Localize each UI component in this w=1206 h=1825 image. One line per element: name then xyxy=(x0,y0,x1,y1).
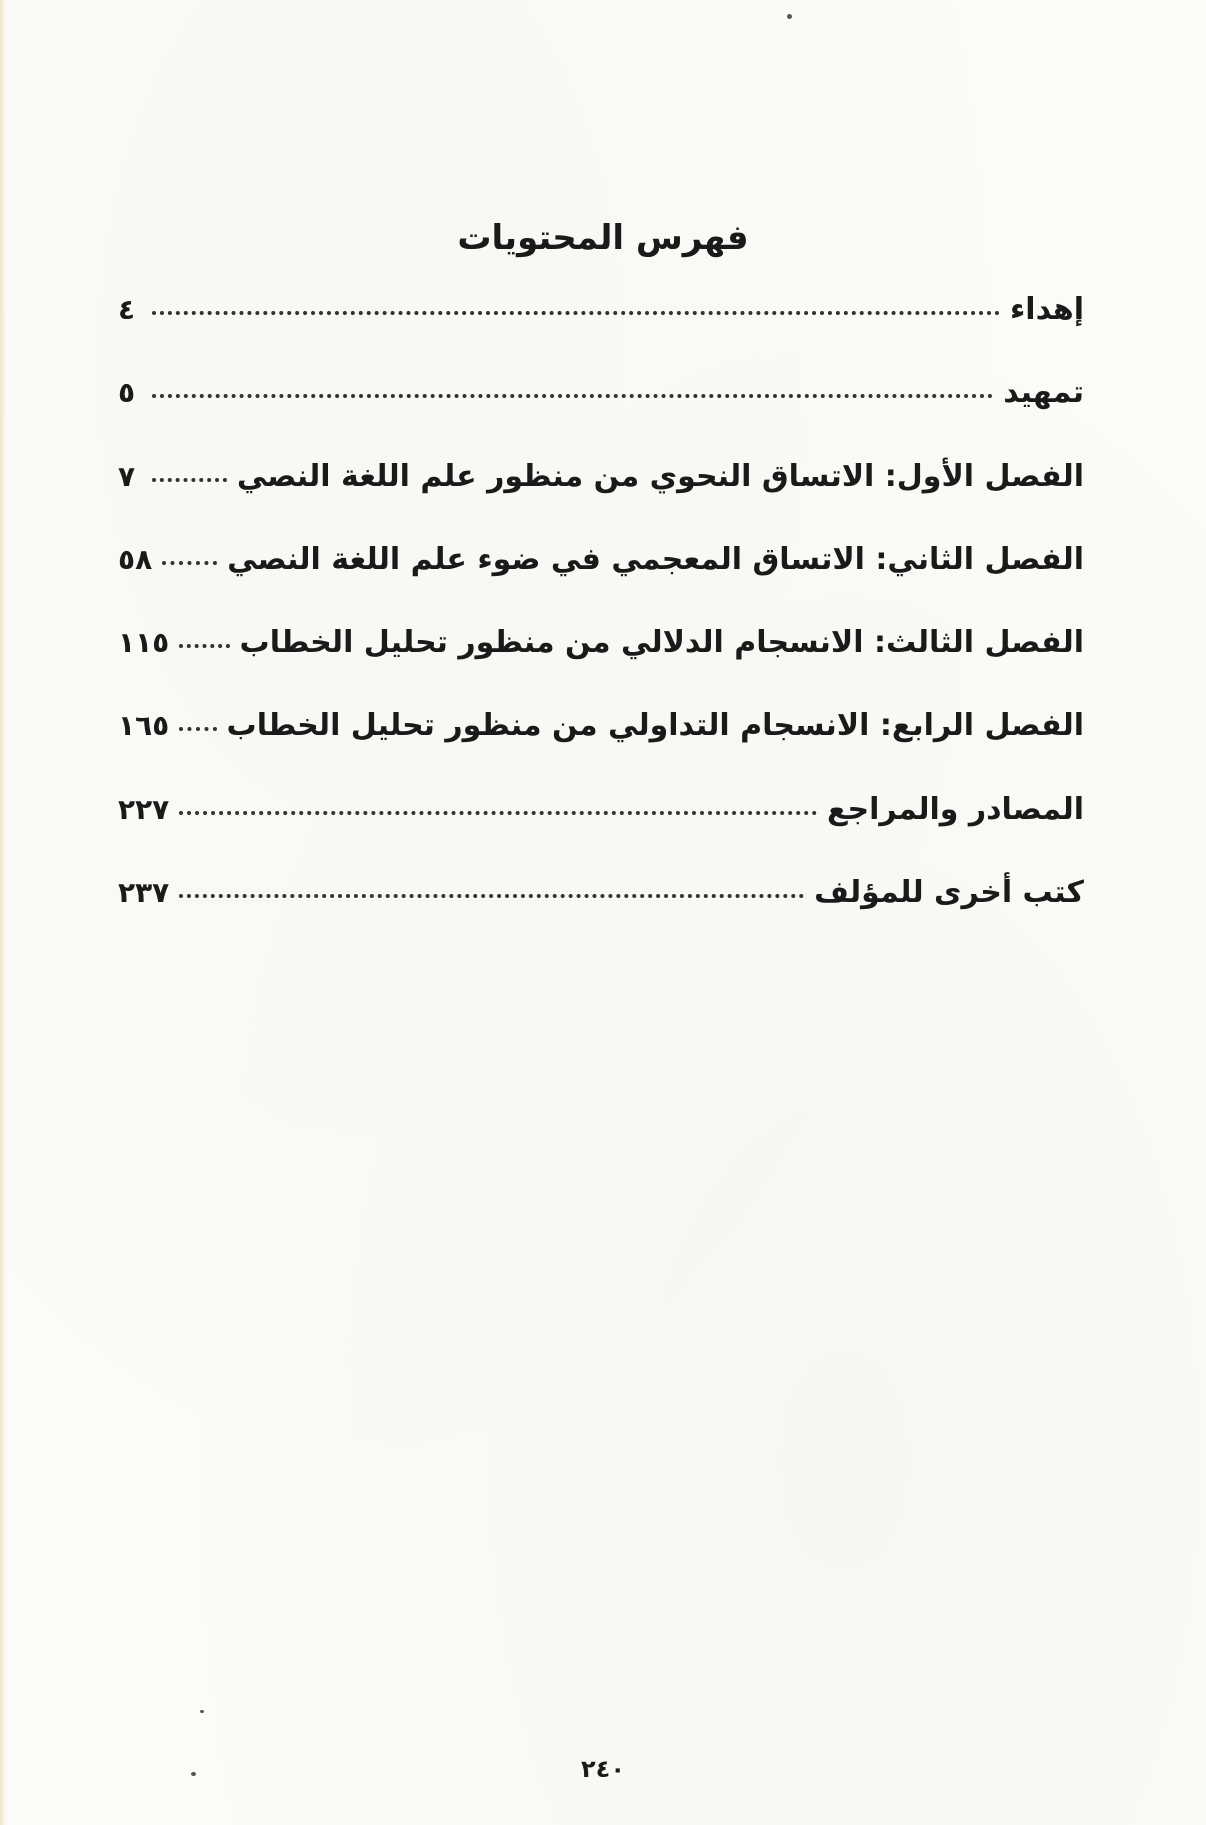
toc-entry-page: ٧ xyxy=(118,459,136,493)
dot-leader xyxy=(152,394,993,398)
dot-leader xyxy=(162,561,217,565)
dot-leader xyxy=(179,727,216,731)
toc-entry-title: الفصل الثالث: الانسجام الدلالي من منظور تحليل الخطاب xyxy=(239,625,1084,661)
toc-entry xyxy=(118,708,1084,791)
toc-entry-page: ٢٢٧ xyxy=(118,792,170,826)
toc-entry-page: ١٦٥ xyxy=(118,709,170,743)
toc-entry-title: المصادر والمراجع xyxy=(827,791,1084,827)
toc-entry-page: ٢٣٧ xyxy=(118,876,170,910)
toc-entry xyxy=(118,792,1084,875)
table-of-contents xyxy=(118,292,1084,958)
toc-entry-page: ٤ xyxy=(118,293,136,326)
dot-leader xyxy=(179,644,229,648)
toc-entry xyxy=(118,292,1084,375)
toc-entry-page: ٥٨ xyxy=(118,542,153,576)
dot-leader xyxy=(179,811,817,815)
ink-speck xyxy=(787,14,792,19)
toc-entry-title: الفصل الرابع: الانسجام التداولي من منظور تحليل الخطاب xyxy=(226,708,1084,744)
dot-leader xyxy=(179,894,804,898)
toc-entry xyxy=(118,625,1084,708)
toc-entry-title: كتب أخرى للمؤلف xyxy=(814,875,1084,911)
toc-entry-title: تمهيد xyxy=(1003,375,1084,411)
toc-entry-title: الفصل الأول: الاتساق النحوي من منظور علم اللغة النصي xyxy=(236,458,1084,494)
toc-entry-page: ١١٥ xyxy=(118,626,170,660)
toc-entry xyxy=(118,542,1084,625)
toc-entry xyxy=(118,459,1084,542)
toc-entry xyxy=(118,375,1084,458)
toc-entry-title: الفصل الثاني: الاتساق المعجمي في ضوء علم اللغة النصي xyxy=(227,541,1084,577)
dot-leader xyxy=(152,478,227,482)
page-edge xyxy=(0,0,6,1825)
page-number: ٢٤٠ xyxy=(581,1755,625,1783)
toc-entry-page: ٥ xyxy=(118,376,136,410)
page-title: فهرس المحتويات xyxy=(457,218,749,258)
ink-speck xyxy=(200,1710,204,1713)
toc-entry-title: إهداء xyxy=(1009,292,1084,327)
dot-leader xyxy=(152,311,1000,315)
toc-entry xyxy=(118,875,1084,958)
